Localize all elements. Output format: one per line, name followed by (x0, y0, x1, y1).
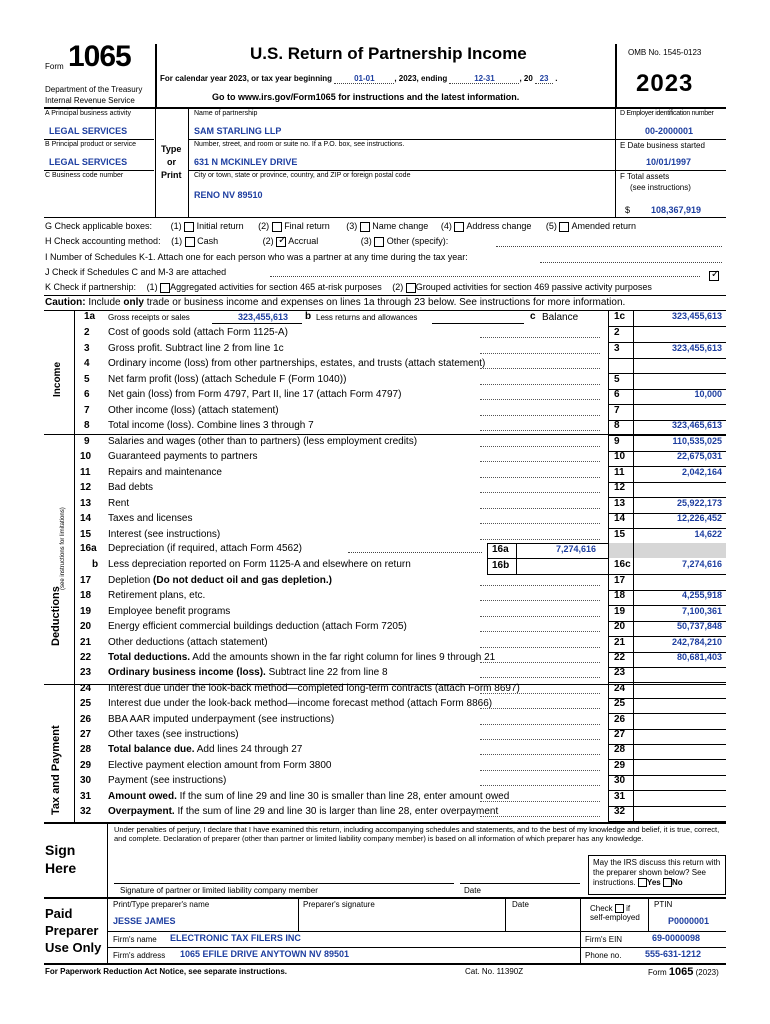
line-description: Other taxes (see instructions) (108, 729, 239, 740)
preparer-name[interactable]: JESSE JAMES (113, 916, 176, 926)
line-ref: 19 (614, 606, 626, 617)
line-21 (0, 637, 770, 652)
line-19-value[interactable]: 7,100,361 (681, 606, 722, 616)
line-number: 28 (80, 744, 92, 755)
city-label: City or town, state or province, country, and ZIP or foreign postal code (194, 172, 411, 179)
schedule-m3-checkbox[interactable] (709, 271, 719, 281)
caution-text: Caution: Include only trade or business income and expenses on lines 1a through 23 below. See instructions for more information. (45, 297, 626, 308)
street-address[interactable]: 631 N MCKINLEY DRIVE (194, 157, 298, 167)
line-ref: 5 (614, 374, 620, 385)
line-13 (0, 498, 770, 513)
line-description: Interest due under the look-back method—completed long-term contracts (attach Form 8697) (108, 683, 520, 694)
line-number: 18 (80, 590, 92, 601)
firm-name[interactable]: ELECTRONIC TAX FILERS INC (170, 933, 301, 943)
line-number: 20 (80, 621, 92, 632)
end-date[interactable]: 12-31 (449, 74, 519, 84)
line-description: Interest (see instructions) (108, 529, 221, 540)
label-e: E Date business started (620, 141, 705, 150)
partnership-name[interactable]: SAM STARLING LLP (194, 126, 282, 136)
section-income: Income (52, 361, 63, 397)
discuss-yes-checkbox[interactable] (638, 878, 647, 887)
aggregated-checkbox[interactable] (160, 283, 170, 293)
line-description: Total deductions. Add the amounts shown in the far right column for lines 9 through 21 (108, 652, 496, 663)
line-number: 12 (80, 482, 92, 493)
line-4 (0, 358, 770, 373)
self-employed: Check if self-employed (590, 904, 640, 923)
line-description: Salaries and wages (other than to partners) (less employment credits) (108, 436, 418, 447)
begin-date[interactable]: 01-01 (334, 74, 394, 84)
line-ref: 24 (614, 683, 626, 694)
line-number: 10 (80, 451, 92, 462)
line-15-value[interactable]: 14,622 (694, 529, 722, 539)
label-d: D Employer identification number (620, 110, 714, 117)
line-ref: 21 (614, 637, 626, 648)
form-number: 1065 (68, 40, 131, 73)
line-7 (0, 405, 770, 420)
row-h: H Check accounting method: (1) Cash (2) ✓ Accrual (3) Other (specify): (45, 236, 448, 247)
total-assets[interactable]: 108,367,919 (651, 205, 702, 215)
section-deductions: Deductions (50, 586, 62, 646)
line-description: Total income (loss). Combine lines 3 through 7 (108, 420, 314, 431)
line-description: Ordinary income (loss) from other partnerships, estates, and trusts (attach statement) (108, 358, 486, 369)
line-27 (0, 729, 770, 744)
line-ref: 13 (614, 498, 626, 509)
firm-address[interactable]: 1065 EFILE DRIVE ANYTOWN NV 89501 (180, 949, 350, 959)
line-description: Retirement plans, etc. (108, 590, 206, 601)
line-number: 24 (80, 683, 92, 694)
line-ref: 14 (614, 513, 626, 524)
ein[interactable]: 00-2000001 (645, 126, 694, 136)
line-18-value[interactable]: 4,255,918 (681, 590, 722, 600)
line-1: 1a Gross receipts or sales 323,455,613 b Less returns and allowances c Balance 1c 323,455,613 (84, 311, 722, 323)
line-description: Rent (108, 498, 130, 509)
line-3 (0, 343, 770, 358)
line-ref: 27 (614, 729, 626, 740)
line-16c-value[interactable]: 7,274,616 (681, 559, 722, 569)
line-description: Net farm profit (loss) (attach Schedule F (Form 1040)) (108, 374, 347, 385)
line-number: 19 (80, 606, 92, 617)
preparer-date-label: Date (512, 900, 529, 909)
line-description: Repairs and maintenance (108, 467, 222, 478)
line-1c-value[interactable]: 323,455,613 (671, 311, 722, 321)
label-f: F Total assets (620, 172, 670, 181)
line-22-value[interactable]: 80,681,403 (676, 652, 722, 662)
line-6 (0, 389, 770, 404)
line-14-value[interactable]: 12,226,452 (676, 513, 722, 523)
firm-name-label: Firm's name (113, 935, 157, 944)
date-started[interactable]: 10/01/1997 (646, 157, 692, 167)
row-i: I Number of Schedules K-1. Attach one for each person who was a partner at any time during the tax year: (45, 252, 468, 262)
line-description: Gross profit. Subtract line 2 from line 1c (108, 343, 284, 354)
omb-number: OMB No. 1545-0123 (628, 48, 702, 57)
tax-year: 2023 (636, 70, 694, 97)
line-description: Taxes and licenses (108, 513, 193, 524)
preparer-signature-label: Preparer's signature (303, 900, 375, 909)
line-description: Net gain (loss) from Form 4797, Part II, line 17 (attach Form 4797) (108, 389, 402, 400)
grouped-checkbox[interactable] (406, 283, 416, 293)
type-or-print: Type or Print (161, 144, 182, 180)
line-ref: 26 (614, 714, 626, 725)
line-number: 21 (80, 637, 92, 648)
line-ref: 28 (614, 744, 626, 755)
line-ref: 11 (614, 467, 625, 478)
dept-line-2: Internal Revenue Service (45, 96, 135, 105)
line-description: Ordinary business income (loss). Subtract line 22 from line 8 (108, 667, 388, 678)
line-description: Payment (see instructions) (108, 775, 227, 786)
line-6-value[interactable]: 10,000 (694, 389, 722, 399)
paperwork-notice: For Paperwork Reduction Act Notice, see separate instructions. (45, 967, 287, 976)
line-13-value[interactable]: 25,922,173 (676, 498, 722, 508)
perjury-statement: Under penalties of perjury, I declare that I have examined this return, including accompanying schedules and statements, and to the best of my knowledge and belief, it is true, correct, and complete. Declaration of preparer (other than partner or limited liability company member) is based on all information of which preparer has any knowledge. (114, 825, 720, 843)
line-number: 14 (80, 513, 92, 524)
line-description: Total balance due. Add lines 24 through 27 (108, 744, 303, 755)
line-31 (0, 791, 770, 806)
gross-receipts[interactable]: 323,455,613 (238, 312, 289, 322)
line-11 (0, 467, 770, 482)
line-description: Cost of goods sold (attach Form 1125-A) (108, 327, 288, 338)
line-23 (0, 667, 770, 682)
calendar-line: For calendar year 2023, or tax year beginning 01-01 , 2023, ending 12-31 , 20 23 . (160, 74, 558, 83)
line-30 (0, 775, 770, 790)
line-ref: 9 (614, 436, 620, 447)
line-description: Amount owed. If the sum of line 29 and line 30 is smaller than line 28, enter amount owed (108, 791, 510, 802)
cash-checkbox[interactable] (185, 237, 195, 247)
line-number: 2 (84, 327, 90, 338)
line-number: 23 (80, 667, 92, 678)
line-number: 6 (84, 389, 90, 400)
phone[interactable]: 555-631-1212 (645, 949, 702, 959)
line-description: Employee benefit programs (108, 606, 231, 617)
line-21-value[interactable]: 242,784,210 (671, 637, 722, 647)
line-number: 27 (80, 729, 92, 740)
line-description: Energy efficient commercial buildings deduction (attach Form 7205) (108, 621, 407, 632)
line-ref: 8 (614, 420, 620, 431)
line-29 (0, 760, 770, 775)
line-description: Bad debts (108, 482, 154, 493)
line-ref: 23 (614, 667, 626, 678)
line-ref: 10 (614, 451, 626, 462)
line-19 (0, 606, 770, 621)
dollar-sign: $ (625, 205, 631, 215)
line-32 (0, 806, 770, 821)
firm-ein[interactable]: 69-0000098 (652, 933, 701, 943)
line-17 (0, 575, 770, 590)
ptin-label: PTIN (654, 900, 673, 909)
line-number: 31 (80, 791, 92, 802)
address-change-checkbox[interactable] (454, 222, 464, 232)
line-ref: 7 (614, 405, 620, 416)
line-description: BBA AAR imputed underpayment (see instructions) (108, 714, 335, 725)
final-return-checkbox[interactable] (272, 222, 282, 232)
line-description: Elective payment election amount from Form 3800 (108, 760, 332, 771)
accrual-checkbox[interactable] (276, 237, 286, 247)
sign-date-label: Date (464, 886, 481, 895)
line-ref: 25 (614, 698, 626, 709)
row-k: K Check if partnership: (1) Aggregated activities for section 465 at-risk purposes (2) Grouped activities for section 469 passive activity purposes (45, 282, 652, 292)
line-number: 13 (80, 498, 92, 509)
signature-label: Signature of partner or limited liability company member (120, 886, 318, 895)
line-9 (0, 436, 770, 451)
row-g: G Check applicable boxes: (1) Initial return (2) Final return (3) Name change (4) Address change (5) Amended return (45, 221, 636, 231)
name-label: Name of partnership (194, 110, 258, 117)
line-ref: 32 (614, 806, 626, 817)
dept-line-1: Department of the Treasury (45, 85, 143, 94)
irs-discuss: May the IRS discuss this return with the preparer shown below? See instructions. Yes No (593, 858, 721, 887)
line-number: 25 (80, 698, 92, 709)
line-28 (0, 744, 770, 759)
line-ref: 20 (614, 621, 626, 632)
line-20-value[interactable]: 50,737,848 (676, 621, 722, 631)
year-suffix[interactable]: 23 (535, 74, 553, 84)
row-j: J Check if Schedules C and M-3 are attached (45, 267, 227, 277)
line-number: 17 (80, 575, 92, 586)
sign-title-2: Here (45, 860, 77, 876)
line-description: Other income (loss) (attach statement) (108, 405, 279, 416)
line-number: 29 (80, 760, 92, 771)
firm-address-label: Firm's address (113, 951, 166, 960)
line-ref: 30 (614, 775, 626, 786)
line-number: 22 (80, 652, 92, 663)
line-18 (0, 590, 770, 605)
principal-product[interactable]: LEGAL SERVICES (49, 157, 128, 167)
line-ref: 3 (614, 343, 620, 354)
line-number: 8 (84, 420, 90, 431)
section-deductions-sub: (see instructions for limitations) (60, 507, 66, 590)
line-16b: b Less depreciation reported on Form 1125-A and elsewhere on return 16b 16c 7,274,616 (92, 559, 722, 571)
city-state-zip[interactable]: RENO NV 89510 (194, 190, 263, 200)
initial-return-checkbox[interactable] (184, 222, 194, 232)
line-number: 30 (80, 775, 92, 786)
line-ref: 17 (614, 575, 626, 586)
line-number: 32 (80, 806, 92, 817)
label-a: A Principal business activity (45, 110, 131, 117)
line-number: 4 (84, 358, 90, 369)
line-12 (0, 482, 770, 497)
line-24 (0, 683, 770, 698)
line-14 (0, 513, 770, 528)
line-5 (0, 374, 770, 389)
line-10-value[interactable]: 22,675,031 (676, 451, 722, 461)
line-8-value[interactable]: 323,465,613 (671, 420, 722, 430)
line-description: Other deductions (attach statement) (108, 637, 268, 648)
name-change-checkbox[interactable] (360, 222, 370, 232)
ptin[interactable]: P0000001 (668, 916, 710, 926)
line-9-value[interactable]: 110,535,025 (672, 436, 722, 446)
line-16a-value[interactable]: 7,274,616 (556, 544, 597, 554)
sign-title-1: Sign (45, 842, 76, 858)
line-ref: 2 (614, 327, 620, 338)
line-description: Guaranteed payments to partners (108, 451, 258, 462)
line-ref: 29 (614, 760, 626, 771)
line-11-value[interactable]: 2,042,164 (681, 467, 722, 477)
label-b: B Principal product or service (45, 141, 137, 148)
label-f-sub: (see instructions) (630, 183, 691, 192)
line-number: 5 (84, 374, 90, 385)
line-16a: 16a Depreciation (if required, attach Form 4562) 16a 7,274,616 (80, 543, 597, 555)
line-number: 9 (84, 436, 90, 447)
label-c: C Business code number (45, 172, 124, 179)
section-tax-payment: Tax and Payment (50, 725, 62, 815)
street-label: Number, street, and room or suite no. If a P.O. box, see instructions. (194, 141, 405, 148)
line-number: 15 (80, 529, 92, 540)
line-8 (0, 420, 770, 435)
line-ref: 6 (614, 389, 620, 400)
firm-ein-label: Firm's EIN (585, 935, 623, 944)
preparer-title: Paid Preparer Use Only (45, 906, 102, 955)
line-description: Overpayment. If the sum of line 29 and line 30 is larger than line 28, enter overpayment (108, 806, 499, 817)
other-method-checkbox[interactable] (374, 237, 384, 247)
phone-label: Phone no. (585, 951, 622, 960)
line-ref: 18 (614, 590, 626, 601)
line-number: 7 (84, 405, 90, 416)
line-number: 26 (80, 714, 92, 725)
line-22 (0, 652, 770, 667)
line-number: 11 (80, 467, 91, 478)
principal-business-activity[interactable]: LEGAL SERVICES (49, 126, 128, 136)
line-10 (0, 451, 770, 466)
line-ref: 22 (614, 652, 626, 663)
line-25 (0, 698, 770, 713)
line-ref: 12 (614, 482, 626, 493)
cat-number: Cat. No. 11390Z (465, 967, 524, 976)
line-ref: 15 (614, 529, 626, 540)
line-20 (0, 621, 770, 636)
self-employed-checkbox[interactable] (615, 904, 624, 913)
footer-form: Form 1065 (2023) (648, 966, 719, 978)
goto-instructions: Go to www.irs.gov/Form1065 for instructions and the latest information. (212, 92, 520, 102)
line-ref: 31 (614, 791, 626, 802)
amended-return-checkbox[interactable] (559, 222, 569, 232)
line-26 (0, 714, 770, 729)
form-label: Form (45, 62, 64, 71)
preparer-name-label: Print/Type preparer's name (113, 900, 210, 909)
line-15 (0, 529, 770, 544)
page-title: U.S. Return of Partnership Income (250, 44, 527, 63)
line-number: 3 (84, 343, 90, 354)
line-description: Depletion (Do not deduct oil and gas depletion.) (108, 575, 332, 586)
line-2 (0, 327, 770, 342)
line-3-value[interactable]: 323,455,613 (671, 343, 722, 353)
discuss-no-checkbox[interactable] (663, 878, 672, 887)
line-description: Interest due under the look-back method—income forecast method (attach Form 8866) (108, 698, 493, 709)
